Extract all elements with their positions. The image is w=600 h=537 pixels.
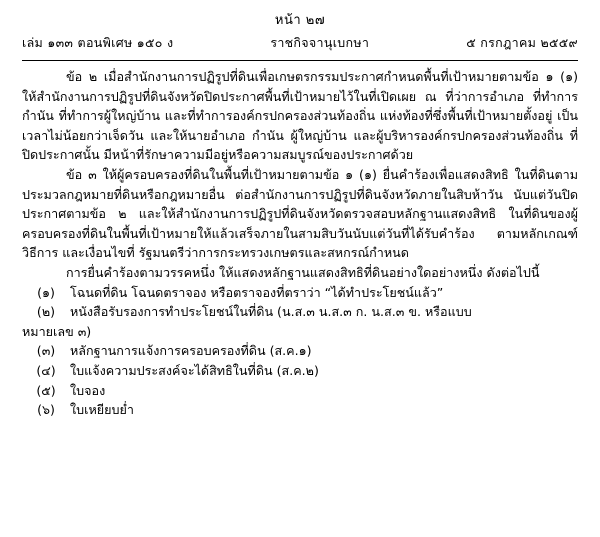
document-body — [22, 67, 578, 420]
list-item — [22, 361, 578, 381]
list-item-marker: (๕) — [36, 382, 56, 398]
list-item-label: หนังสือรับรองการทำประโยชน์ในที่ดิน (น.ส.๓ น.ส.๓ ก. น.ส.๓ ข. หรือแบบ — [70, 304, 472, 320]
list-item — [22, 400, 578, 420]
list-item-marker: (๖) — [37, 402, 55, 418]
paragraph-clause-2: ข้อ ๒ เมื่อสำนักงานการปฏิรูปที่ดินเพื่อเกษตรกรรมประกาศกำหนดพื้นที่เป้าหมายตามข้อ ๑ (๑) ให้สำนักงานการปฏิรูปที่ดินจังหวัดปิดประกาศพื้นที่เป้าหมายไว้ในที่เปิดเผย ณ ที่ว่าการอำเภอ ที่ทำการกำนัน ที่ทำการผู้ใหญ่บ้าน และที่ทำการองค์กรปกครองส่วนท้องถิ่น แห่งท้องที่ซึ่งพื้นที่เป้าหมายตั้งอยู่ เป็นเวลาไม่น้อยกว่าเจ็ดวัน และให้นายอำเภอ กำนัน ผู้ใหญ่บ้าน และผู้บริหารองค์กรปกครองส่วนท้องถิ่น ที่ปิดประกาศนั้น มีหน้าที่รักษาความมีอยู่หรือความสมบูรณ์ของประกาศด้วย — [22, 69, 578, 163]
list-item-label: ใบเหยียบย่ำ — [70, 402, 134, 418]
list-item-marker: (๑) — [37, 284, 55, 300]
page-number: หน้า ๒๗ — [274, 13, 326, 28]
list-item-label-continued: หมายเลข ๓) — [22, 323, 92, 339]
header-gazette-title: ราชกิจจานุเบกษา — [270, 35, 370, 50]
paragraph-evidence-intro: การยื่นคำร้องตามวรรคหนึ่ง ให้แสดงหลักฐานแสดงสิทธิที่ดินอย่างใดอย่างหนึ่ง ดังต่อไปนี้ — [66, 264, 540, 280]
list-item — [22, 283, 578, 303]
list-item-marker: (๔) — [36, 362, 56, 378]
list-item-label: หลักฐานการแจ้งการครอบครองที่ดิน (ส.ค.๑) — [70, 343, 312, 359]
list-item — [22, 341, 578, 361]
list-item-marker: (๒) — [36, 304, 56, 320]
header-date: ๕ กรกฎาคม ๒๕๕๙ — [466, 35, 578, 50]
header-volume-issue: เล่ม ๑๓๓ ตอนพิเศษ ๑๕๐ ง — [22, 35, 174, 50]
evidence-list — [22, 283, 578, 420]
page-header — [22, 34, 578, 52]
paragraph-clause-3: ข้อ ๓ ให้ผู้ครอบครองที่ดินในพื้นที่เป้าหมายตามข้อ ๑ (๑) ยื่นคำร้องเพื่อแสดงสิทธิ ในที่ดินตามประมวลกฎหมายที่ดินหรือกฎหมายอื่น ต่อสำนักงานการปฏิรูปที่ดินจังหวัดภายในสิบห้าวัน นับแต่วันปิดประกาศตามข้อ ๒ และให้สำนักงานการปฏิรูปที่ดินจังหวัดตรวจสอบหลักฐานแสดงสิทธิ ในที่ดินของผู้ครอบครองที่ดินในพื้นที่เป้าหมายให้แล้วเสร็จภายในสามสิบวันนับแต่วันที่ได้รับคำร้อง ตามหลักเกณฑ์ วิธีการ และเงื่อนไขที่ รัฐมนตรีว่าการกระทรวงเกษตรและสหกรณ์กำหนด — [22, 166, 578, 261]
list-item-label: โฉนดที่ดิน โฉนดตราจอง หรือตราจองที่ตราว่า “ได้ทำประโยชน์แล้ว” — [70, 284, 444, 300]
list-item — [22, 381, 578, 401]
list-item-label: ใบจอง — [70, 382, 106, 398]
list-item — [22, 302, 578, 341]
list-item-label: ใบแจ้งความประสงค์จะได้สิทธิในที่ดิน (ส.ค.๒) — [70, 362, 319, 378]
header-divider — [22, 60, 578, 61]
list-item-marker: (๓) — [36, 343, 56, 359]
